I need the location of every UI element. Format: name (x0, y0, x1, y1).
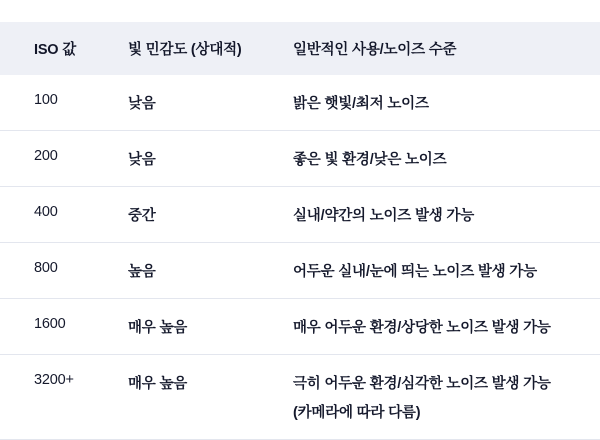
cell-iso: 400 (0, 187, 108, 243)
cell-iso: 800 (0, 243, 108, 299)
column-header-sensitivity: 빛 민감도 (상대적) (108, 22, 273, 75)
cell-iso: 3200+ (0, 355, 108, 440)
cell-sensitivity: 낮음 (108, 131, 273, 187)
cell-iso: 1600 (0, 299, 108, 355)
cell-usage: 어두운 실내/눈에 띄는 노이즈 발생 가능 (273, 243, 600, 299)
cell-usage (273, 355, 600, 440)
cell-iso: 100 (0, 75, 108, 131)
column-header-usage: 일반적인 사용/노이즈 수준 (273, 22, 600, 75)
cell-sensitivity: 중간 (108, 187, 273, 243)
cell-usage: 좋은 빛 환경/낮은 노이즈 (273, 131, 600, 187)
cell-usage: 실내/약간의 노이즈 발생 가능 (273, 187, 600, 243)
cell-usage: 밝은 햇빛/최저 노이즈 (273, 75, 600, 131)
iso-reference-table (0, 22, 600, 440)
column-header-iso: ISO 값 (0, 22, 108, 75)
cell-usage-main: 극히 어두운 환경/심각한 노이즈 발생 가능 (293, 376, 551, 392)
table-header-row (0, 22, 600, 75)
cell-usage-note: (카메라에 따라 다름) (293, 405, 421, 421)
cell-sensitivity: 매우 높음 (108, 355, 273, 440)
cell-iso: 200 (0, 131, 108, 187)
table-row (0, 131, 600, 187)
table-row (0, 355, 600, 440)
cell-sensitivity: 낮음 (108, 75, 273, 131)
table-row (0, 75, 600, 131)
table-body (0, 75, 600, 440)
table-row (0, 243, 600, 299)
cell-sensitivity: 높음 (108, 243, 273, 299)
cell-sensitivity: 매우 높음 (108, 299, 273, 355)
table-row (0, 187, 600, 243)
table-header (0, 22, 600, 75)
cell-usage: 매우 어두운 환경/상당한 노이즈 발생 가능 (273, 299, 600, 355)
table-row (0, 299, 600, 355)
